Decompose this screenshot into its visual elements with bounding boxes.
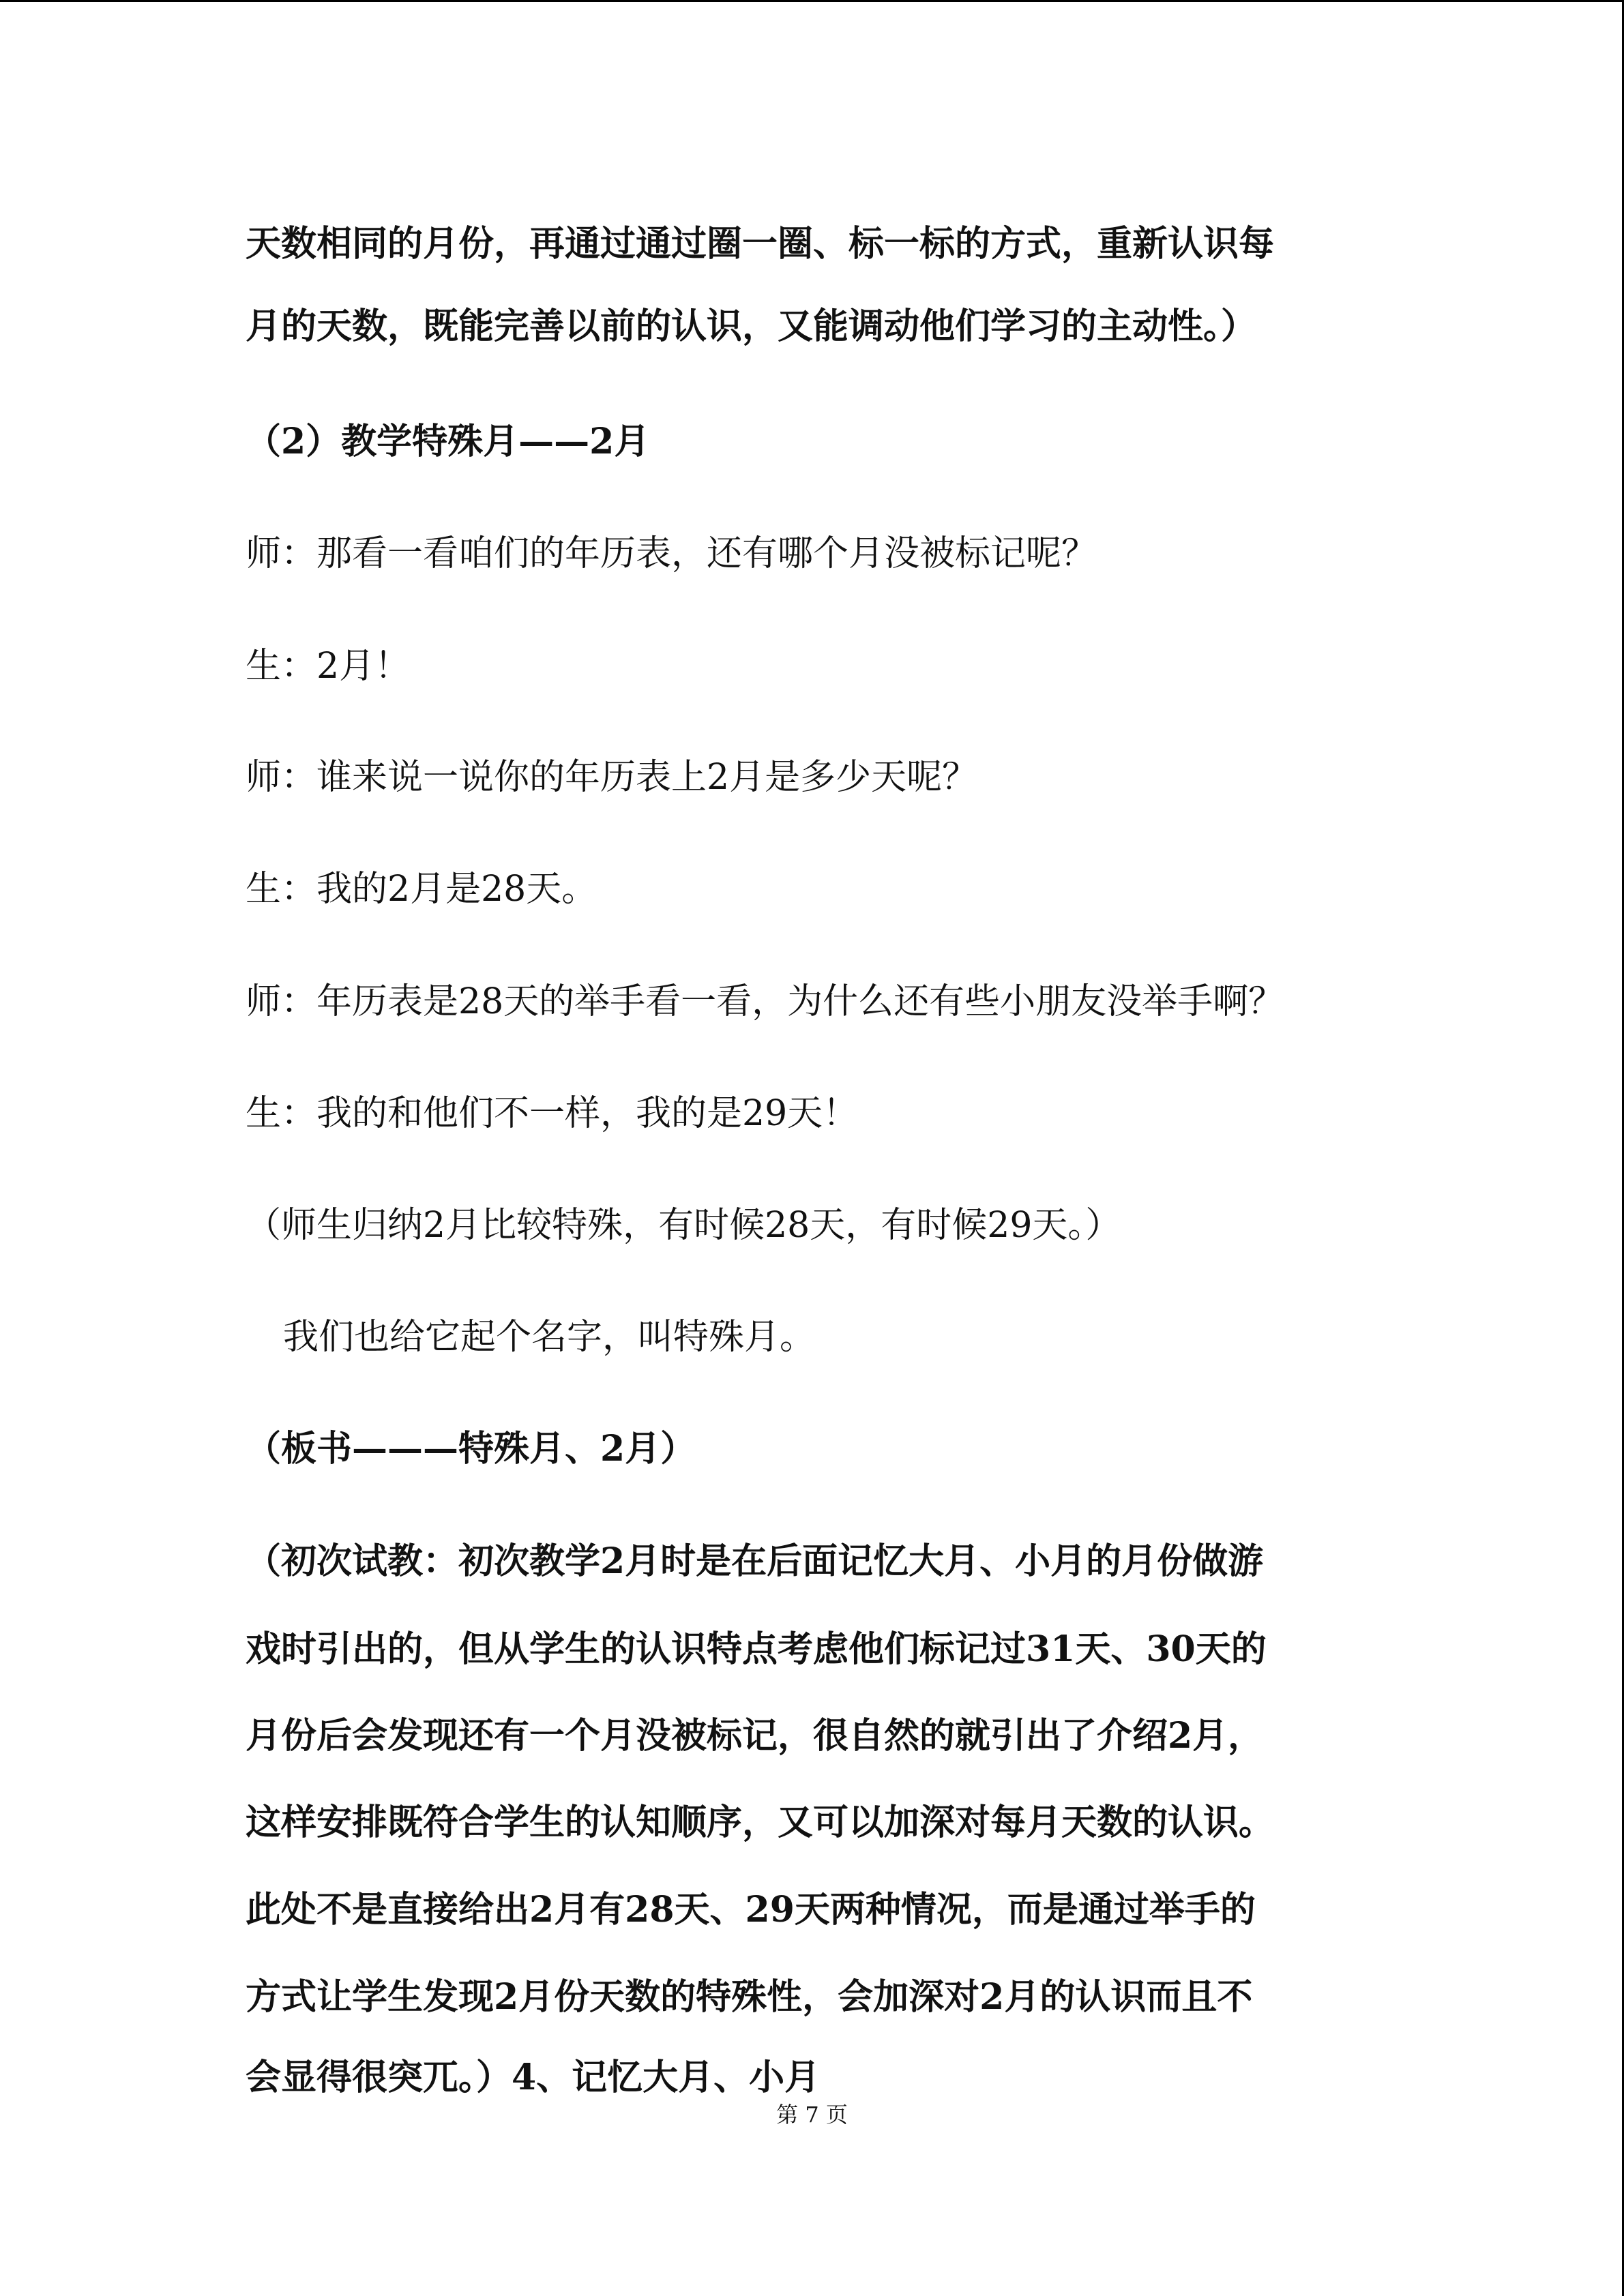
commentary-line: 戏时引出的，但从学生的认识特点考虑他们标记过31天、30天的 <box>246 1628 1267 1670</box>
dialogue-line: 生：2月！ <box>246 646 411 687</box>
dialogue-line: 师：谁来说一说你的年历表上2月是多少天呢？ <box>246 757 978 798</box>
blackboard-note: （板书———特殊月、2月） <box>246 1428 696 1470</box>
dialogue-line: 师：年历表是28天的举手看一看，为什么还有些小朋友没举手啊？ <box>246 981 1284 1022</box>
paragraph-line: 天数相同的月份，再通过通过圈一圈、标一标的方式，重新认识每 <box>246 223 1275 265</box>
dialogue-line: 师：那看一看咱们的年历表，还有哪个月没被标记呢？ <box>246 533 1097 574</box>
summary-note: （师生归纳2月比较特殊，有时候28天，有时候29天。） <box>246 1205 1121 1246</box>
dialogue-line: 生：我的和他们不一样，我的是29天！ <box>246 1093 859 1134</box>
commentary-line: 这样安排既符合学生的认知顺序，又可以加深对每月天数的认识。 <box>246 1802 1275 1843</box>
commentary-line: 方式让学生发现2月份天数的特殊性，会加深对2月的认识而且不 <box>246 1976 1253 2018</box>
commentary-line: 月份后会发现还有一个月没被标记，很自然的就引出了介绍2月， <box>246 1715 1264 1757</box>
summary-note: 我们也给它起个名字，叫特殊月。 <box>283 1317 816 1358</box>
section-heading: （2）教学特殊月——2月 <box>246 421 650 462</box>
commentary-line: 此处不是直接给出2月有28天、29天两种情况，而是通过举手的 <box>246 1889 1256 1930</box>
page-number: 第 7 页 <box>776 2102 848 2128</box>
commentary-line: 会显得很突兀。）4、记忆大月、小月 <box>246 2057 821 2098</box>
paragraph-line: 月的天数，既能完善以前的认识，又能调动他们学习的主动性。） <box>246 305 1257 347</box>
commentary-line: （初次试教：初次教学2月时是在后面记忆大月、小月的月份做游 <box>246 1540 1264 1582</box>
dialogue-line: 生：我的2月是28天。 <box>246 869 597 910</box>
